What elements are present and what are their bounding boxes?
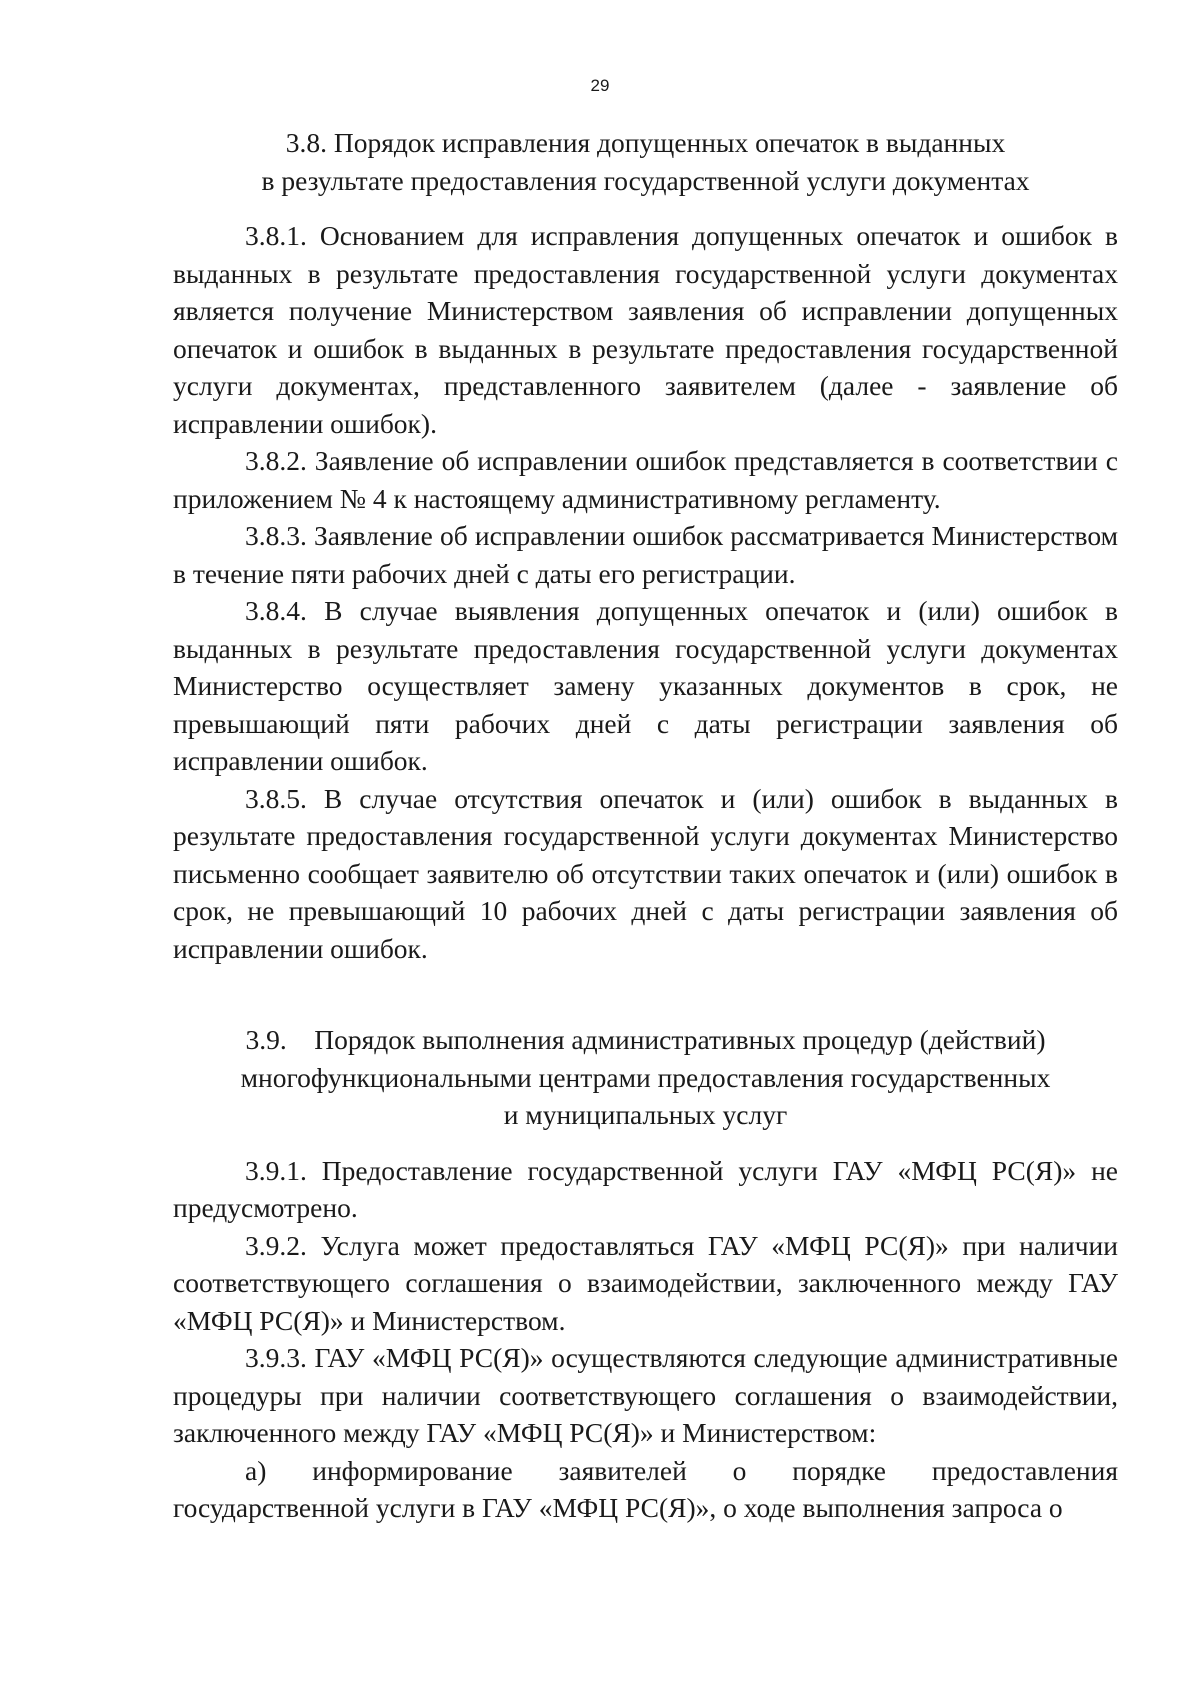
section-3-9-heading (173, 1021, 1118, 1134)
paragraph-3-8-2: 3.8.2. Заявление об исправлении ошибок представляется в соответствии с приложением № 4 к настоящему административному регламенту. (173, 445, 1118, 514)
paragraph-3-8-4: 3.8.4. В случае выявления допущенных опечаток и (или) ошибок в выданных в результате предоставления государственной услуги документах Министерство осуществляет замену указанных документов в срок, не превышающий пяти рабочих дней с даты регистрации заявления об исправлении ошибок. (173, 595, 1118, 776)
heading-line: в результате предоставления государственной услуги документах (261, 164, 1030, 196)
spacer (173, 1134, 1118, 1152)
document-body (173, 124, 1118, 1527)
paragraph-3-8-3: 3.8.3. Заявление об исправлении ошибок рассматривается Министерством в течение пяти рабочих дней с даты его регистрации. (173, 520, 1118, 589)
page-number: 29 (590, 76, 610, 95)
paragraph-3-9-3-a: а) информирование заявителей о порядке предоставления государственной услуги в ГАУ «МФЦ РС(Я)», о ходе выполнения запроса о (173, 1454, 1118, 1523)
heading-line: 3.9. Порядок выполнения административных процедур (действий) (245, 1024, 1046, 1055)
heading-line: 3.8. Порядок исправления допущенных опечаток в выданных (285, 127, 1006, 158)
paragraph-3-9-2: 3.9.2. Услуга может предоставляться ГАУ «МФЦ РС(Я)» при наличии соответствующего соглашения о взаимодействии, заключенного между ГАУ «МФЦ РС(Я)» и Министерством. (173, 1229, 1118, 1336)
paragraph-3-9-1: 3.9.1. Предоставление государственной услуги ГАУ «МФЦ РС(Я)» не предусмотрено. (173, 1154, 1118, 1223)
heading-line: многофункциональными центрами предоставления государственных (240, 1061, 1051, 1093)
spacer (173, 199, 1118, 217)
section-3-8-heading (173, 124, 1118, 199)
paragraph-3-8-5: 3.8.5. В случае отсутствия опечаток и (или) ошибок в выданных в результате предоставления государственной услуги документах Министерство письменно сообщает заявителю об отсутствии таких опечаток и (или) ошибок в срок, не превышающий 10 рабочих дней с даты регистрации заявления об исправлении ошибок. (173, 782, 1118, 964)
heading-line: и муниципальных услуг (503, 1099, 788, 1130)
paragraph-3-8-1: 3.8.1. Основанием для исправления допущенных опечаток и ошибок в выданных в результате предоставления государственной услуги документах является получение Министерством заявления об исправлении допущенных опечаток и ошибок в выданных в результате предоставления государственной услуги документах, представленного заявителем (далее - заявление об исправлении ошибок). (173, 220, 1118, 439)
paragraph-3-9-3: 3.9.3. ГАУ «МФЦ РС(Я)» осуществляются следующие административные процедуры при наличии соответствующего соглашения о взаимодействии, заключенного между ГАУ «МФЦ РС(Я)» и Министерством: (173, 1342, 1118, 1448)
spacer (173, 967, 1118, 1021)
